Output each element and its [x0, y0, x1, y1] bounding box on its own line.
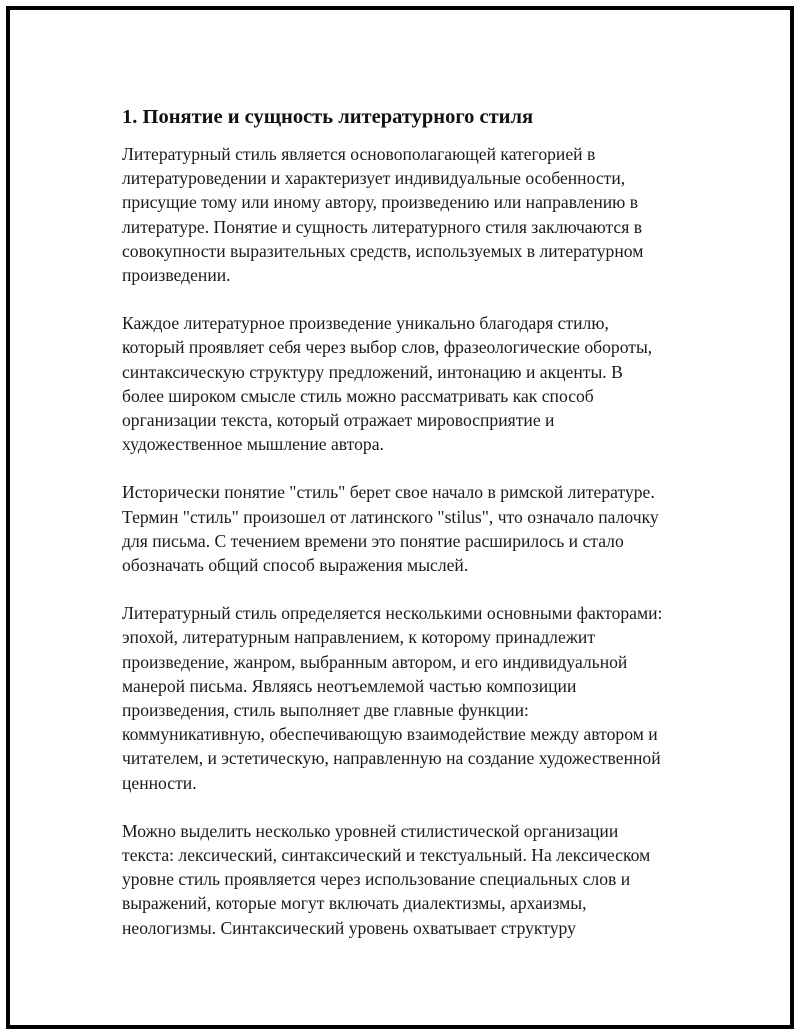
page-frame [6, 6, 794, 1029]
paragraph-line: Термин "стиль" произошел от латинского "stilus", что означало палочку [122, 506, 659, 527]
paragraph-line: который проявляет себя через выбор слов, фразеологические обороты, [122, 337, 653, 358]
paragraph-line: художественное мышление автора. [122, 434, 384, 455]
paragraph-line: Литературный стиль определяется несколькими основными факторами: [122, 603, 663, 624]
paragraph-line: неологизмы. Синтаксический уровень охватывает структуру [122, 917, 576, 938]
section-heading: 1. Понятие и сущность литературного стиля [122, 106, 534, 128]
paragraph [122, 480, 702, 577]
paragraph-line: манерой письма. Являясь неотъемлемой частью композиции [122, 675, 577, 696]
paragraph-line: Каждое литературное произведение уникально благодаря стилю, [122, 313, 609, 334]
paragraph [122, 142, 702, 287]
paragraph [122, 601, 702, 795]
paragraph-line: присущие тому или иному автору, произведению или направлению в [122, 192, 639, 213]
paragraph-line: литературоведении и характеризует индивидуальные особенности, [122, 168, 626, 189]
paragraph-line: ценности. [122, 772, 197, 793]
paragraph-line: обозначать общий способ выражения мыслей. [122, 555, 469, 576]
paragraph-line: коммуникативную, обеспечивающую взаимодействие между автором и [122, 724, 658, 745]
paragraph-line: произведение, жанром, выбранным автором, и его индивидуальной [122, 651, 628, 672]
paragraph-line: Исторически понятие "стиль" берет свое начало в римской литературе. [122, 482, 655, 503]
paragraph-line: выражений, которые могут включать диалектизмы, архаизмы, [122, 893, 587, 914]
paragraph-line: читателем, и эстетическую, направленную на создание художественной [122, 748, 661, 769]
paragraph-line: Можно выделить несколько уровней стилистической организации [122, 820, 619, 841]
paragraph-line: Литературный стиль является основополагающей категорией в [122, 144, 596, 164]
paragraph-line: организации текста, который отражает мировосприятие и [122, 410, 555, 431]
paragraph-line: более широком смысле стиль можно рассматривать как способ [122, 385, 594, 406]
paragraph-line: текста: лексический, синтаксический и текстуальный. На лексическом [122, 845, 651, 866]
paragraph-line: для письма. С течением времени это понятие расширилось и стало [122, 530, 624, 551]
paragraph-line: эпохой, литературным направлением, к которому принадлежит [122, 627, 596, 648]
paragraph-line: произведении. [122, 265, 231, 286]
paragraph-line: совокупности выразительных средств, используемых в литературном [122, 240, 644, 261]
paragraph [122, 819, 702, 940]
paragraph-line: синтаксическую структуру предложений, интонацию и акценты. В [122, 361, 623, 382]
paragraph-line: произведения, стиль выполняет две главные функции: [122, 700, 529, 721]
document-body [122, 104, 702, 964]
paragraph-line: литературе. Понятие и сущность литературного стиля заключаются в [122, 216, 643, 237]
paragraph [122, 311, 702, 456]
paragraph-list [122, 142, 702, 940]
paragraph-line: уровне стиль проявляется через использование специальных слов и [122, 869, 631, 890]
